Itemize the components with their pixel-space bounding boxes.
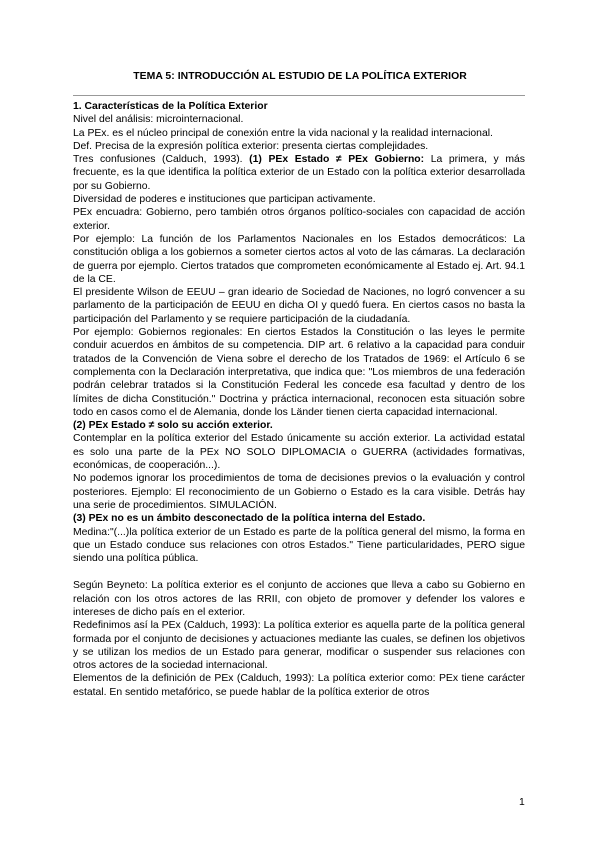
- confusion-3-heading: (3) PEx no es un ámbito desconectado de la política interna del Estado.: [73, 513, 426, 525]
- paragraph-confusions: [73, 153, 525, 193]
- paragraph: Elementos de la definición de PEx (Calduch, 1993): La política exterior como: PEx tiene carácter estatal. En sentido metafórico, se puede hablar de la política exterior de otros: [73, 673, 525, 698]
- paragraph: Medina:"(...)la política exterior de un Estado es parte de la política general del mismo, la forma en que un Estado conduce sus relaciones con otros Estados." Tiene particularidades, PERO sigue siendo una política pública.: [73, 526, 525, 565]
- paragraph: El presidente Wilson de EEUU – gran ideario de Sociedad de Naciones, no logró convencer a su parlamento de la participación de EEUU en dicha OI y quedó fuera. En ciertos casos no basta la participación del Parlamento y se requiere participación de la ciudadanía.: [73, 287, 525, 325]
- paragraph: La PEx. es el núcleo principal de conexión entre la vida nacional y la realidad internacional.: [73, 127, 493, 139]
- paragraph: Redefinimos así la PEx (Calduch, 1993): La política exterior es aquella parte de la política general formada por el conjunto de decisiones y actuaciones mediante las cuales, se definen los objetivos y se utilizan los medios de un Estado para generar, modificar o suspender sus relaciones con otros actores de la sociedad internacional.: [73, 620, 525, 672]
- confusion-1-heading: (1) PEx Estado ≠ PEx Gobierno:: [249, 154, 425, 166]
- page-number: 1: [519, 797, 525, 808]
- section-heading-1: 1. Características de la Política Exterior: [73, 101, 268, 112]
- document-body: [73, 100, 525, 699]
- paragraph: Def. Precisa de la expresión política exterior: presenta ciertas complejidades.: [73, 140, 429, 152]
- paragraph: Según Beyneto: La política exterior es el conjunto de acciones que lleva a cabo su Gobierno en relación con los otros actores de las RRII, con objeto de promover y defender los valores e intereses de dicho país en el exterior.: [73, 580, 525, 618]
- paragraph: Por ejemplo: Gobiernos regionales: En ciertos Estados la Constitución o las leyes le permite conduir acuerdos en ámbitos de su competencia. DIP art. 6 relativo a la capacidad para conduir tratados de la Convención de Viena sobre el derecho de los Tratados de 1969: el Artículo 6 se complementa con la Declaración interpretativa, que indica que: "Los miembros de una federación podrán celebrar tratados si la Constitución Federal les concede esa facultad y dentro de los límites de dicha Constitución." Doctrina y práctica internacional, reconocen esta situación sobre todo en casos como el de Alemania, donde los Länder tienen cierta capacidad internacional.: [73, 327, 525, 418]
- page-title: TEMA 5: INTRODUCCIÓN AL ESTUDIO DE LA POLÍTICA EXTERIOR: [133, 71, 467, 82]
- title-divider: [73, 95, 525, 96]
- paragraph-text: Tres confusiones (Calduch, 1993).: [73, 154, 250, 166]
- paragraph: Diversidad de poderes e instituciones que participan activamente.: [73, 194, 376, 206]
- paragraph: Nivel del análisis: microinternacional.: [73, 114, 244, 126]
- paragraph-spacer: [73, 565, 525, 579]
- paragraph: No podemos ignorar los procedimientos de toma de decisiones previos o la evaluación y control posteriores. Ejemplo: El reconocimiento de un Gobierno o Estado es la cara visible. Detrás hay una serie de procedimientos. SIMULACIÓN.: [73, 473, 525, 511]
- paragraph: Contemplar en la política exterior del Estado únicamente su acción exterior. La actividad estatal es solo una parte de la PEx NO SOLO DIPLOMACIA o GUERRA (actividades formativas, económicas, de cooperación...).: [73, 433, 525, 472]
- confusion-2-heading: (2) PEx Estado ≠ solo su acción exterior.: [73, 420, 273, 432]
- paragraph: PEx encuadra: Gobierno, pero también otros órganos político-sociales con capacidad de acción exterior.: [73, 207, 525, 232]
- paragraph: Por ejemplo: La función de los Parlamentos Nacionales en los Estados democráticos: La constitución obliga a los gobiernos a someter ciertos actos al voto de las cámaras. La declaración de guerra por ejemplo. Ciertos tratados que comprometen económicamente al Estado ej. Art. 94.1 de la CE.: [73, 233, 525, 285]
- paragraph-text: La primera, y más frecuente, es la que identifica la política exterior de un Estado con la política exterior desarrollada por su Gobierno.: [73, 154, 525, 192]
